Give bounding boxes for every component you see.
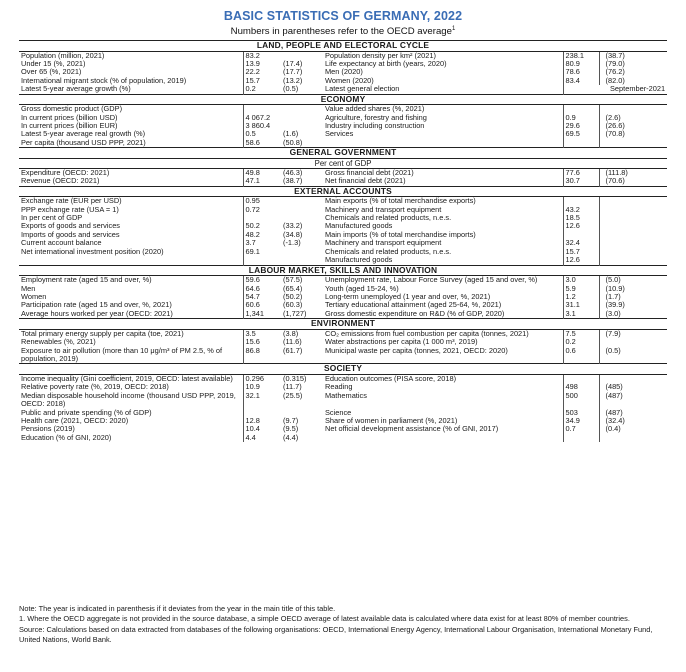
row-oecd-average: (65.4)	[283, 284, 303, 293]
row-oecd-average	[281, 206, 323, 214]
row-value-right: 34.9	[565, 416, 580, 425]
row-label-right: Net financial debt (2021)	[323, 177, 563, 186]
section-subheading: Per cent of GDP	[19, 158, 667, 168]
row-value-right	[563, 374, 599, 383]
page-title: BASIC STATISTICS OF GERMANY, 2022	[223, 9, 463, 23]
statistics-table	[19, 40, 667, 442]
table-row	[19, 374, 667, 383]
row-oecd-average-right: (5.0)	[599, 276, 667, 285]
row-label-right: CO₂ emissions from fuel combustion per capita (tonnes, 2021)	[323, 329, 563, 338]
row-oecd-average-right: (0.5)	[599, 347, 667, 364]
row-oecd-average: (34.8)	[283, 230, 303, 239]
row-value-right	[563, 231, 599, 239]
row-label-right: Manufactured goods	[323, 256, 563, 265]
row-oecd-average	[281, 214, 323, 222]
row-value: 50.2	[243, 222, 281, 230]
row-oecd-average: (33.2)	[283, 222, 303, 231]
row-label-right: Municipal waste per capita (tonnes, 2021, OECD: 2020)	[323, 347, 563, 364]
row-label-right: Machinery and transport equipment	[323, 206, 563, 214]
row-label-right: Main exports (% of total merchandise exports)	[323, 197, 563, 206]
section-subheading-row	[19, 158, 667, 168]
row-oecd-average	[281, 114, 323, 122]
table-row	[19, 310, 667, 319]
row-oecd-average: (46.3)	[283, 168, 303, 177]
row-value-right: 0.2	[565, 338, 576, 347]
row-value-right: 83.4	[565, 76, 580, 85]
row-label: Expenditure (OECD: 2021)	[21, 168, 110, 177]
row-label-right: Youth (aged 15-24, %)	[323, 285, 563, 293]
row-value: 86.8	[243, 347, 281, 364]
row-label-right: Value added shares (%, 2021)	[323, 105, 563, 114]
row-value: 22.2	[243, 68, 281, 76]
row-label: Men	[21, 284, 36, 293]
row-label-right: Industry including construction	[323, 122, 563, 130]
table-row	[19, 51, 667, 60]
footnote-line: Source: Calculations based on data extracted from databases of the following organisations: OECD, International Energy Agency, International Labour Organisation, International Monetary Fund, United Nations, World Bank.	[19, 624, 653, 645]
page-subtitle	[0, 26, 686, 37]
row-label-right: Science	[323, 409, 563, 417]
row-oecd-average	[281, 122, 323, 130]
row-value-right: September-2021	[610, 85, 666, 94]
row-oecd-average: (3.8)	[283, 329, 299, 338]
row-label-right: Main imports (% of total merchandise imports)	[323, 231, 563, 239]
row-value-right: 78.6	[565, 68, 580, 77]
row-value: 0.5	[243, 130, 281, 138]
row-oecd-average-right: (0.4)	[599, 425, 667, 433]
row-oecd-average-right	[599, 214, 667, 222]
row-value-right: 0.9	[565, 113, 576, 122]
section-heading-row	[19, 265, 667, 276]
row-value: 4.4	[243, 434, 281, 442]
row-value: 69.1	[243, 248, 281, 256]
row-value: 0.2	[243, 85, 281, 94]
row-oecd-average-right: (70.6)	[599, 177, 667, 186]
table-row	[19, 417, 667, 425]
table-row	[19, 301, 667, 309]
row-oecd-average-right: (7.9)	[599, 329, 667, 338]
row-value: 3.7	[243, 239, 281, 247]
row-label-right	[323, 139, 563, 148]
row-value	[243, 256, 281, 265]
row-label: Current account balance	[21, 239, 102, 248]
row-value-right: 15.7	[565, 247, 580, 256]
row-value	[243, 105, 281, 114]
row-value	[243, 409, 281, 417]
row-oecd-average: (9.7)	[283, 416, 299, 425]
row-label: Employment rate (aged 15 and over, %)	[21, 275, 152, 285]
table-row	[19, 105, 667, 114]
row-label: Participation rate (aged 15 and over, %, 2021)	[21, 301, 172, 310]
row-label-right: Water abstractions per capita (1 000 m³, 2019)	[323, 338, 563, 346]
row-value: 10.4	[243, 425, 281, 433]
row-oecd-average-right: (32.4)	[599, 417, 667, 425]
row-value: 0.296	[243, 374, 281, 383]
row-label-right: Chemicals and related products, n.e.s.	[323, 248, 563, 256]
row-value: 60.6	[243, 301, 281, 309]
row-label: Health care (2021, OECD: 2020)	[21, 416, 129, 425]
row-oecd-average-right: (1.7)	[599, 293, 667, 301]
row-label: Average hours worked per year (OECD: 2021)	[21, 309, 173, 318]
row-value: 54.7	[243, 293, 281, 301]
row-value-right: 12.6	[565, 256, 580, 265]
row-oecd-average-right	[599, 248, 667, 256]
footnote-line: Note: The year is indicated in parenthesis if it deviates from the year in the main title of this table.	[19, 604, 336, 613]
table-row	[19, 276, 667, 285]
row-oecd-average: (17.7)	[283, 68, 303, 77]
row-value: 0.72	[243, 206, 281, 214]
row-oecd-average: (11.7)	[283, 383, 302, 392]
row-oecd-average: (11.6)	[283, 338, 302, 347]
row-value-right	[563, 197, 599, 206]
row-value: 59.6	[243, 276, 281, 285]
row-value: 1,341	[243, 310, 281, 319]
row-oecd-average: (60.3)	[283, 301, 303, 310]
row-label: International migrant stock (% of population, 2019)	[21, 76, 187, 85]
row-oecd-average-right	[599, 139, 667, 148]
row-label-right: Net official development assistance (% of GNI, 2017)	[323, 425, 563, 433]
row-oecd-average-right: (111.8)	[599, 168, 667, 177]
table-row	[19, 231, 667, 239]
row-label: Latest 5-year average real growth (%)	[21, 130, 146, 139]
row-value-right: 3.1	[565, 309, 576, 318]
row-value-right: 30.7	[565, 177, 580, 186]
table-row	[19, 329, 667, 338]
table-row	[19, 85, 667, 94]
table-row	[19, 239, 667, 247]
section-heading-row	[19, 94, 667, 105]
table-row	[19, 122, 667, 130]
row-value-right: 43.2	[565, 205, 580, 214]
table-row	[19, 338, 667, 346]
row-oecd-average-right: (10.9)	[599, 285, 667, 293]
table-row	[19, 60, 667, 68]
row-oecd-average: (50.2)	[283, 292, 303, 301]
row-value: 48.2	[243, 231, 281, 239]
table-row	[19, 130, 667, 138]
row-value: 12.8	[243, 417, 281, 425]
row-label-right: Education outcomes (PISA score, 2018)	[323, 374, 563, 383]
table-row	[19, 248, 667, 256]
row-label: Per capita (thousand USD PPP, 2021)	[21, 138, 146, 147]
row-value: 4 067.2	[243, 114, 281, 122]
row-value: 10.9	[243, 383, 281, 391]
table-row	[19, 214, 667, 222]
row-oecd-average-right	[599, 197, 667, 206]
section-heading-row	[19, 319, 667, 330]
table-row	[19, 347, 667, 364]
row-oecd-average-right: (26.6)	[599, 122, 667, 130]
row-oecd-average-right	[599, 222, 667, 230]
row-label-right	[323, 434, 563, 442]
table-row	[19, 177, 667, 186]
table-row	[19, 114, 667, 122]
row-oecd-average: (61.7)	[283, 346, 303, 355]
row-oecd-average-right: (82.0)	[599, 77, 667, 85]
row-label: Exchange rate (EUR per USD)	[21, 196, 122, 206]
row-oecd-average: (1.6)	[283, 130, 299, 139]
subtitle-footnote-marker: 1	[451, 26, 456, 32]
section-heading: LABOUR MARKET, SKILLS AND INNOVATION	[19, 265, 667, 276]
row-oecd-average: (0.5)	[283, 85, 299, 94]
row-value-right	[563, 434, 599, 442]
row-oecd-average: (1,727)	[283, 309, 307, 318]
row-label: PPP exchange rate (USA = 1)	[21, 205, 119, 214]
table-row	[19, 425, 667, 433]
section-heading: ENVIRONMENT	[19, 319, 667, 330]
row-value-right: 80.9	[565, 60, 580, 68]
row-oecd-average-right: (3.0)	[599, 310, 667, 319]
row-label: Gross domestic product (GDP)	[21, 104, 123, 114]
row-label: Population (million, 2021)	[21, 51, 105, 60]
row-label: Exposure to air pollution (more than 10 μg/m³ of PM 2.5, % of population, 2019)	[21, 346, 223, 363]
row-label: Net international investment position (2020)	[21, 247, 164, 256]
row-oecd-average-right	[599, 374, 667, 383]
row-value-right: 69.5	[565, 130, 580, 139]
table-row	[19, 383, 667, 391]
row-oecd-average	[281, 248, 323, 256]
row-oecd-average-right: (70.8)	[599, 130, 667, 138]
row-oecd-average-right: (38.7)	[599, 51, 667, 60]
table-row	[19, 139, 667, 148]
row-label: Pensions (2019)	[21, 425, 75, 434]
row-value-right: 0.6	[565, 346, 576, 355]
section-heading-row	[19, 41, 667, 52]
row-value: 47.1	[243, 177, 281, 186]
section-heading: EXTERNAL ACCOUNTS	[19, 186, 667, 197]
row-label-right: Services	[323, 130, 563, 138]
row-label: Relative poverty rate (%, 2019, OECD: 2018)	[21, 383, 169, 392]
row-value: 64.6	[243, 285, 281, 293]
row-oecd-average: (13.2)	[283, 76, 303, 85]
row-label: Latest 5-year average growth (%)	[21, 85, 131, 94]
row-label-right: Long-term unemployed (1 year and over, %, 2021)	[323, 293, 563, 301]
row-oecd-average	[281, 51, 323, 60]
row-oecd-average-right: (76.2)	[599, 68, 667, 76]
row-value-right: 18.5	[565, 214, 580, 223]
row-oecd-average-right	[599, 206, 667, 214]
row-oecd-average-right	[599, 434, 667, 442]
row-value: 3.5	[243, 329, 281, 338]
row-oecd-average-right	[599, 256, 667, 265]
row-value-right: 7.5	[565, 329, 576, 338]
row-oecd-average	[281, 197, 323, 206]
table-row	[19, 285, 667, 293]
section-heading-row	[19, 186, 667, 197]
row-label-right: Machinery and transport equipment	[323, 239, 563, 247]
row-oecd-average: (4.4)	[283, 433, 299, 442]
row-value: 32.1	[243, 392, 281, 409]
row-label: Median disposable household income (thousand USD PPP, 2019, OECD: 2018)	[21, 391, 236, 409]
row-oecd-average: (50.8)	[283, 138, 303, 147]
row-label-right: Mathematics	[323, 392, 563, 409]
section-heading-row	[19, 364, 667, 375]
row-value-right	[563, 139, 599, 148]
row-oecd-average: (9.5)	[283, 425, 299, 434]
row-label: In current prices (billion USD)	[21, 113, 118, 122]
row-value: 15.6	[243, 338, 281, 346]
table-row	[19, 168, 667, 177]
row-value-right: 1.2	[565, 292, 576, 301]
row-oecd-average: (38.7)	[283, 177, 303, 186]
row-value-right: 0.7	[565, 425, 576, 434]
row-oecd-average	[281, 105, 323, 114]
table-row	[19, 256, 667, 265]
row-value: 58.6	[243, 139, 281, 148]
subtitle-text: Numbers in parentheses refer to the OECD average	[230, 26, 452, 38]
section-heading: ECONOMY	[19, 94, 667, 105]
row-oecd-average: (25.5)	[283, 391, 303, 400]
table-row	[19, 206, 667, 214]
section-heading-row	[19, 148, 667, 159]
row-label-right: Reading	[323, 383, 563, 391]
row-value: 3 860.4	[243, 122, 281, 130]
row-label: Revenue (OECD: 2021)	[21, 177, 100, 186]
row-label: Women	[21, 292, 47, 301]
row-value: 0.95	[243, 197, 281, 206]
row-label-right: Gross financial debt (2021)	[323, 168, 563, 177]
row-label-right: Manufactured goods	[323, 222, 563, 230]
row-value-right: 500	[565, 391, 578, 400]
row-value-right: 5.9	[565, 284, 576, 293]
row-oecd-average-right: (79.0)	[599, 60, 667, 68]
table-row	[19, 222, 667, 230]
row-value-right: 29.6	[565, 122, 580, 131]
row-oecd-average	[281, 256, 323, 265]
row-value-right: 12.6	[565, 222, 580, 231]
section-heading: SOCIETY	[19, 364, 667, 375]
footnotes	[19, 604, 667, 646]
row-label: Exports of goods and services	[21, 222, 121, 231]
row-value-right: 31.1	[565, 301, 580, 310]
row-label-right: Population density per km² (2021)	[323, 51, 563, 60]
row-oecd-average: (-1.3)	[283, 239, 301, 248]
row-value-right: 3.0	[565, 275, 576, 285]
table-row	[19, 434, 667, 442]
row-oecd-average	[281, 409, 323, 417]
row-label-right: Life expectancy at birth (years, 2020)	[323, 60, 563, 68]
table-row	[19, 77, 667, 85]
row-label: Under 15 (%, 2021)	[21, 60, 86, 68]
row-value: 49.8	[243, 168, 281, 177]
footnote-line: 1. Where the OECD aggregate is not provided in the source database, a simple OECD average of latest available data is calculated where data exist for at least 80% of member countries.	[19, 614, 630, 624]
row-oecd-average-right	[599, 338, 667, 346]
row-label-right: Latest general election	[323, 85, 563, 94]
row-label-right: Unemployment rate, Labour Force Survey (aged 15 and over, %)	[323, 276, 563, 285]
row-value-right: 503	[565, 408, 578, 417]
row-value: 13.9	[243, 60, 281, 68]
row-oecd-average: (17.4)	[283, 60, 303, 68]
row-label: Imports of goods and services	[21, 230, 120, 239]
row-label-right: Men (2020)	[323, 68, 563, 76]
row-oecd-average: (0.315)	[283, 374, 307, 383]
row-label: Public and private spending (% of GDP)	[21, 408, 152, 417]
row-label: Over 65 (%, 2021)	[21, 68, 82, 77]
row-label: Income inequality (Gini coefficient, 2019, OECD: latest available)	[21, 374, 233, 383]
row-label: In current prices (billion EUR)	[21, 122, 118, 131]
row-value	[243, 214, 281, 222]
row-value: 15.7	[243, 77, 281, 85]
row-oecd-average-right	[599, 105, 667, 114]
row-oecd-average-right	[599, 231, 667, 239]
row-oecd-average-right: (487)	[599, 392, 667, 409]
row-label-right: Share of women in parliament (%, 2021)	[323, 417, 563, 425]
row-oecd-average-right: (487)	[599, 409, 667, 417]
row-value-right: 77.6	[565, 168, 580, 177]
table-row	[19, 392, 667, 409]
row-label: In per cent of GDP	[21, 214, 83, 223]
row-oecd-average-right: (485)	[599, 383, 667, 391]
row-label-right: Tertiary educational attainment (aged 25-64, %, 2021)	[323, 301, 563, 309]
table-row	[19, 409, 667, 417]
row-oecd-average-right: (39.9)	[599, 301, 667, 309]
row-value-right: 238.1	[565, 51, 584, 60]
row-label	[19, 256, 243, 265]
table-row	[19, 197, 667, 206]
row-value-right	[563, 105, 599, 114]
row-value-right: 498	[565, 383, 578, 392]
row-oecd-average: (57.5)	[283, 275, 303, 285]
table-row	[19, 68, 667, 76]
section-heading: LAND, PEOPLE AND ELECTORAL CYCLE	[19, 41, 667, 52]
row-oecd-average-right: (2.6)	[599, 114, 667, 122]
row-label: Education (% of GNI, 2020)	[21, 433, 112, 442]
row-label-right: Gross domestic expenditure on R&D (% of GDP, 2020)	[323, 310, 563, 319]
section-heading: GENERAL GOVERNMENT	[19, 148, 667, 159]
table-row	[19, 293, 667, 301]
row-oecd-average-right	[599, 239, 667, 247]
row-label-right: Chemicals and related products, n.e.s.	[323, 214, 563, 222]
row-value: 83.2	[243, 51, 281, 60]
row-label-right: Agriculture, forestry and fishing	[323, 114, 563, 122]
row-label: Renewables (%, 2021)	[21, 338, 96, 347]
row-label: Total primary energy supply per capita (toe, 2021)	[21, 329, 184, 338]
row-value-right: 32.4	[565, 239, 580, 248]
row-label-right: Women (2020)	[323, 77, 563, 85]
